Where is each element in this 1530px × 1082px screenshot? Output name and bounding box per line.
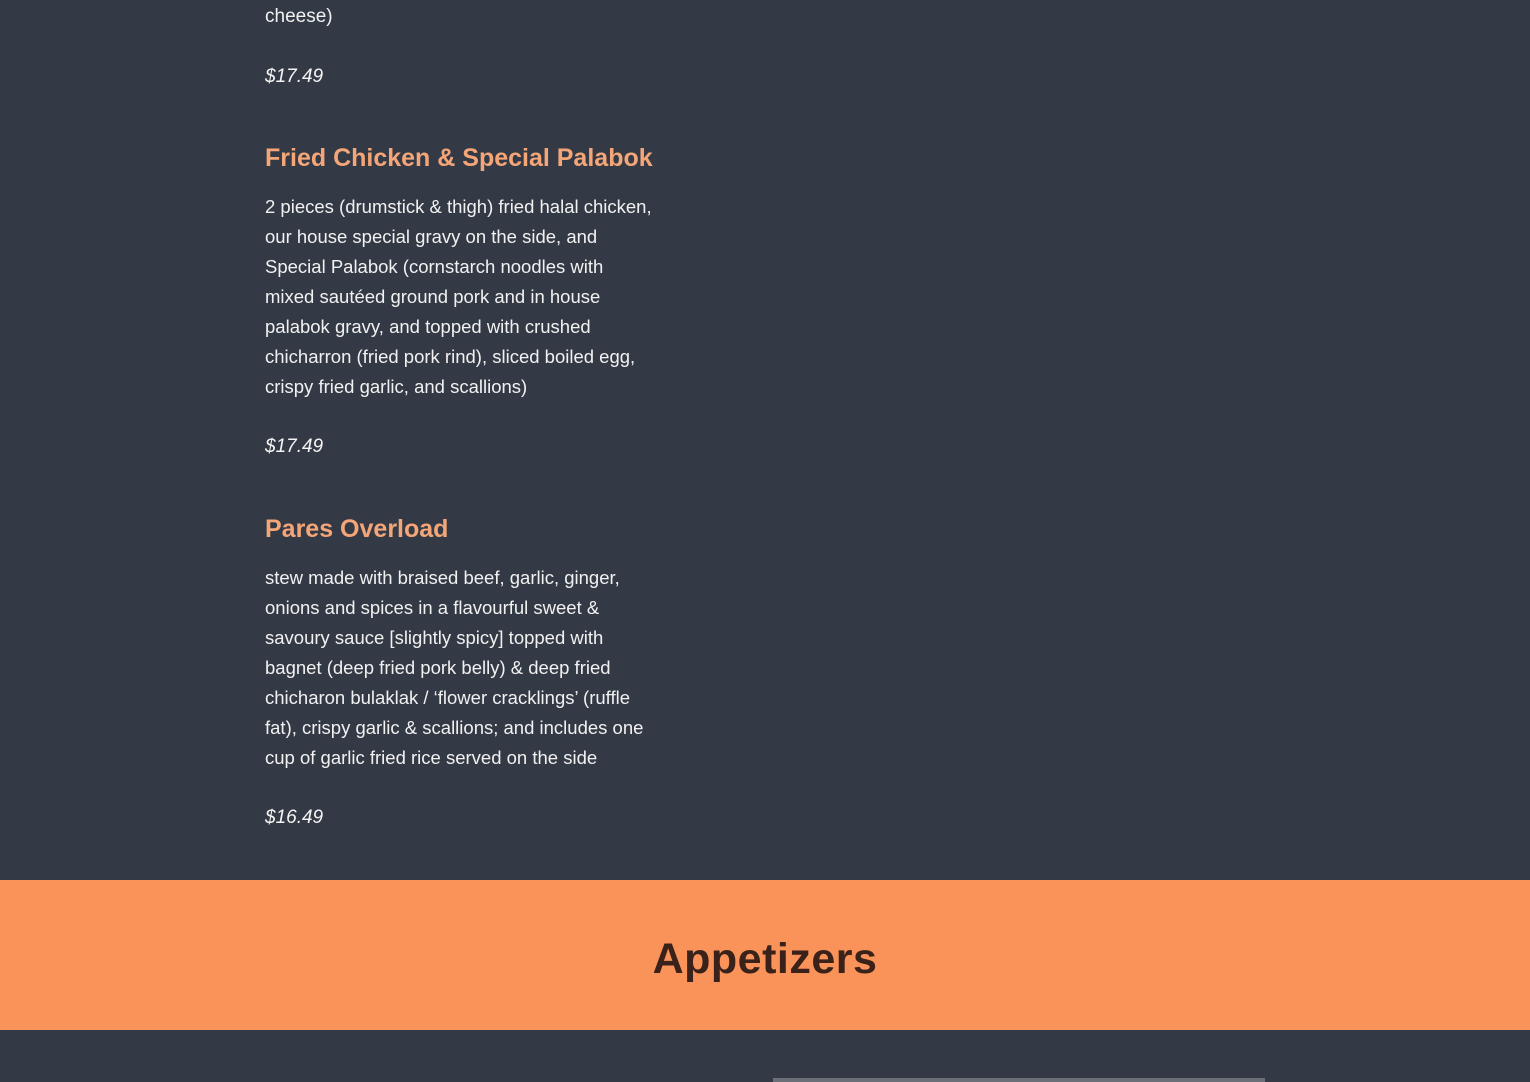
description-line: stew made with braised beef, garlic, ginger, — [265, 567, 620, 588]
menu-item-description — [265, 563, 643, 773]
section-banner-appetizers — [0, 880, 1530, 1030]
description-line: palabok gravy, and topped with crushed — [265, 316, 591, 337]
menu-item — [265, 513, 643, 833]
menu-item-description — [265, 192, 653, 402]
previous-item-description-tail: cheese) — [265, 6, 333, 27]
menu-item-price: $16.49 — [265, 807, 324, 828]
menu-item-title: Fried Chicken & Special Palabok — [265, 144, 653, 172]
description-line: Special Palabok (cornstarch noodles with — [265, 256, 604, 277]
description-line: savoury sauce [slightly spicy] topped with — [265, 627, 604, 648]
description-line: crispy fried garlic, and scallions) — [265, 376, 528, 397]
description-line: bagnet (deep fried pork belly) & deep fried — [265, 657, 611, 678]
menu-item — [265, 142, 653, 462]
section-title: Appetizers — [652, 934, 878, 983]
description-line: cup of garlic fried rice served on the side — [265, 747, 598, 768]
description-line: onions and spices in a flavourful sweet & — [265, 597, 600, 618]
menu-item-price: $17.49 — [265, 436, 324, 457]
image-placeholder — [773, 1078, 1265, 1082]
menu-item-title: Pares Overload — [265, 515, 449, 543]
description-line: chicharron (fried pork rind), sliced boiled egg, — [265, 346, 636, 367]
description-line: 2 pieces (drumstick & thigh) fried halal chicken, — [265, 196, 652, 217]
description-line: our house special gravy on the side, and — [265, 226, 598, 247]
description-line: fat), crispy garlic & scallions; and includes one — [265, 717, 644, 738]
description-line: mixed sautéed ground pork and in house — [265, 286, 601, 307]
previous-item-price: $17.49 — [265, 66, 324, 87]
description-line: chicharon bulaklak / ‘flower cracklings’ (ruffle — [265, 687, 631, 708]
